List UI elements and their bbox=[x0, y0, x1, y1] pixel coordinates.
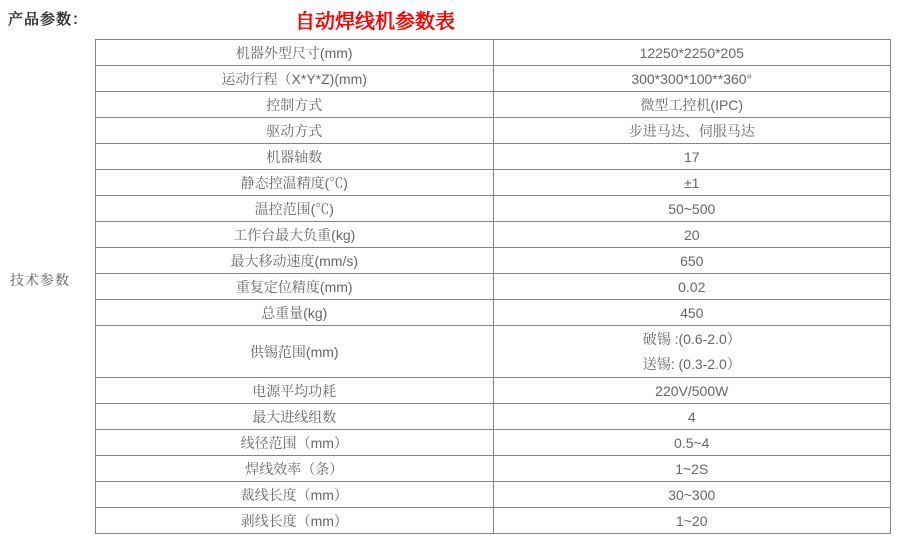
param-value-cell: 1~2S bbox=[493, 456, 891, 482]
param-label-cell: 供锡范围(mm) bbox=[96, 326, 494, 378]
spec-table-body bbox=[96, 40, 891, 534]
param-label-cell: 最大移动速度(mm/s) bbox=[96, 248, 494, 274]
table-row bbox=[96, 118, 891, 144]
table-row bbox=[96, 222, 891, 248]
param-value-cell: 0.5~4 bbox=[493, 430, 891, 456]
param-value-cell: 微型工控机(IPC) bbox=[493, 92, 891, 118]
table-row bbox=[96, 274, 891, 300]
table-row bbox=[96, 482, 891, 508]
param-label-cell: 总重量(kg) bbox=[96, 300, 494, 326]
param-value-cell: 0.02 bbox=[493, 274, 891, 300]
param-label-cell: 静态控温精度(℃) bbox=[96, 170, 494, 196]
param-label-cell: 线径范围（mm） bbox=[96, 430, 494, 456]
param-value-cell: ±1 bbox=[493, 170, 891, 196]
param-value-cell: 50~500 bbox=[493, 196, 891, 222]
table-row bbox=[96, 66, 891, 92]
param-value-cell: 12250*2250*205 bbox=[493, 40, 891, 66]
param-label-cell: 裁线长度（mm） bbox=[96, 482, 494, 508]
param-value-cell: 17 bbox=[493, 144, 891, 170]
value-line: 送锡: (0.3-2.0） bbox=[642, 355, 741, 372]
table-row bbox=[96, 248, 891, 274]
param-value-cell: 步进马达、伺服马达 bbox=[493, 118, 891, 144]
param-label-cell: 最大进线组数 bbox=[96, 404, 494, 430]
table-row bbox=[96, 456, 891, 482]
param-label-cell: 机器轴数 bbox=[96, 144, 494, 170]
table-row bbox=[96, 378, 891, 404]
table-row bbox=[96, 144, 891, 170]
param-label-cell: 机器外型尺寸(mm) bbox=[96, 40, 494, 66]
table-row bbox=[96, 430, 891, 456]
param-value-cell: 650 bbox=[493, 248, 891, 274]
param-label-cell: 温控范围(℃) bbox=[96, 196, 494, 222]
param-value-cell: 450 bbox=[493, 300, 891, 326]
param-value-cell: 20 bbox=[493, 222, 891, 248]
param-value-cell: 220V/500W bbox=[493, 378, 891, 404]
table-row bbox=[96, 92, 891, 118]
param-value-cell: 1~20 bbox=[493, 508, 891, 534]
param-label-cell: 运动行程（X*Y*Z)(mm) bbox=[96, 66, 494, 92]
table-row bbox=[96, 196, 891, 222]
param-label-cell: 电源平均功耗 bbox=[96, 378, 494, 404]
table-row bbox=[96, 170, 891, 196]
param-value-cell bbox=[493, 326, 891, 378]
table-row bbox=[96, 508, 891, 534]
table-row bbox=[96, 404, 891, 430]
param-label-cell: 重复定位精度(mm) bbox=[96, 274, 494, 300]
param-value-cell: 4 bbox=[493, 404, 891, 430]
table-row bbox=[96, 40, 891, 66]
param-label-cell: 控制方式 bbox=[96, 92, 494, 118]
value-line: 破锡 :(0.6-2.0） bbox=[642, 330, 741, 347]
section-label: 产品参数： bbox=[8, 11, 89, 28]
spec-table bbox=[95, 39, 891, 534]
param-label-cell: 剥线长度（mm） bbox=[96, 508, 494, 534]
param-value-cell: 30~300 bbox=[493, 482, 891, 508]
param-label-cell: 焊线效率（条） bbox=[96, 456, 494, 482]
table-title: 自动焊线机参数表 bbox=[295, 11, 455, 33]
param-value-cell: 300*300*100**360° bbox=[493, 66, 891, 92]
table-row bbox=[96, 300, 891, 326]
param-label-cell: 工作台最大负重(kg) bbox=[96, 222, 494, 248]
table-row bbox=[96, 326, 891, 378]
side-label-technical-params: 技术参数 bbox=[10, 272, 70, 288]
param-label-cell: 驱动方式 bbox=[96, 118, 494, 144]
